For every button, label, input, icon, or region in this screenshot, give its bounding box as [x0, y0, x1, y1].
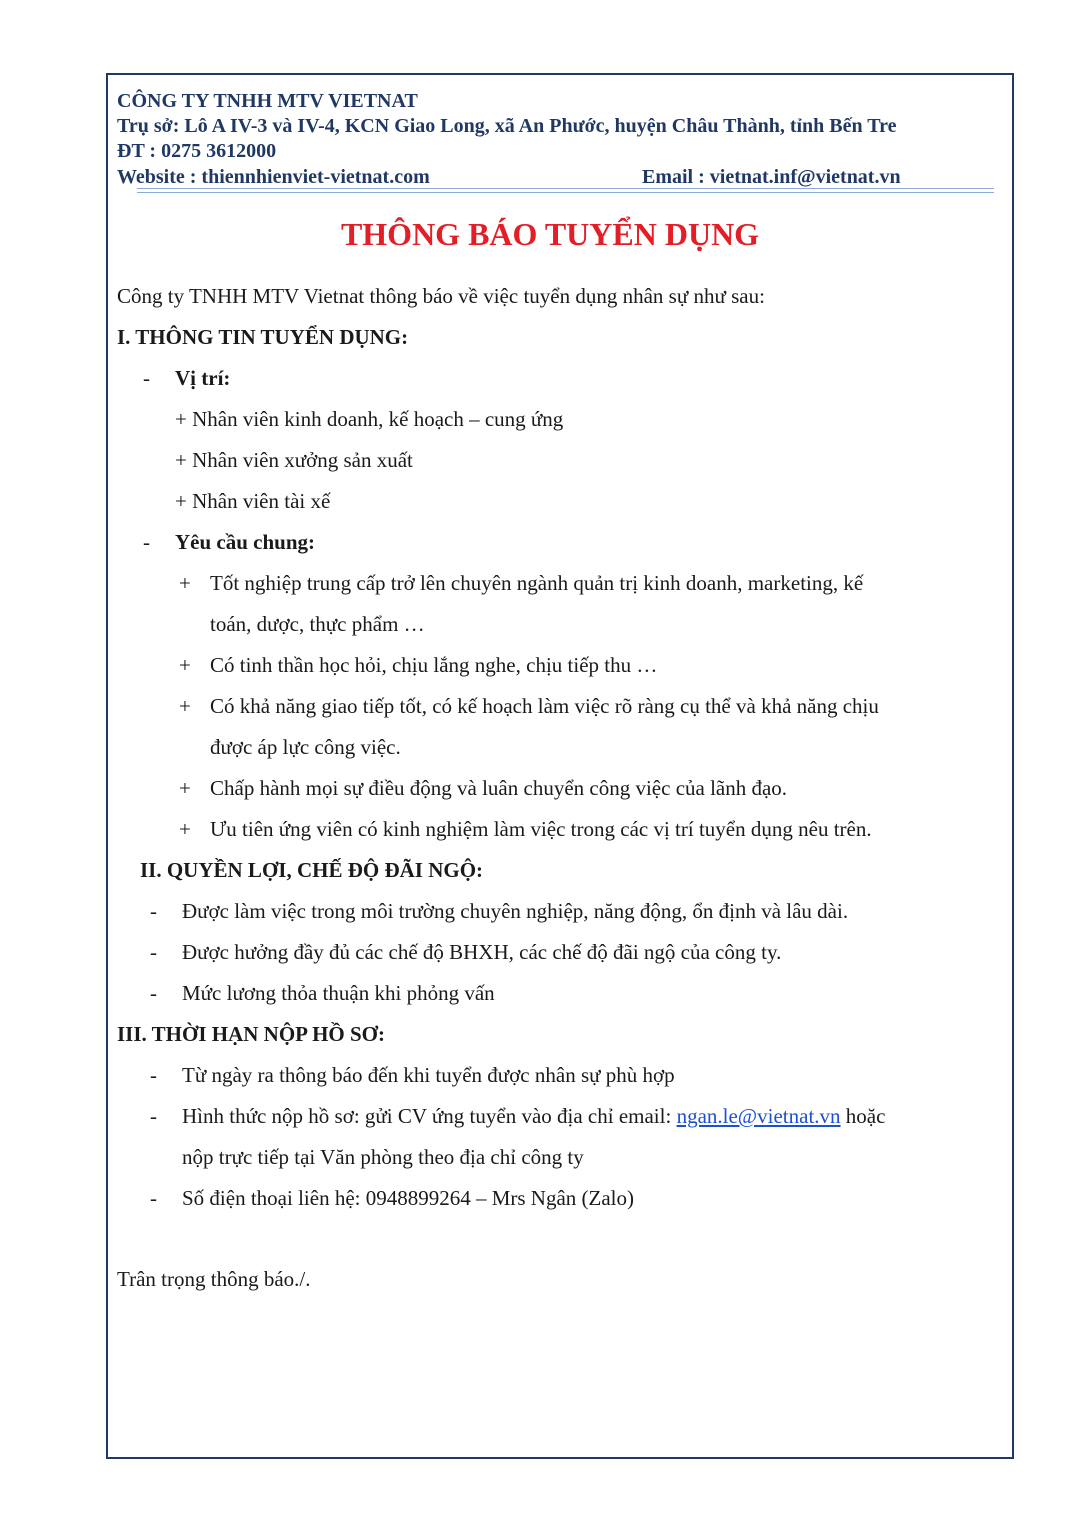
dash-bullet: - [150, 1186, 157, 1210]
dash-bullet: - [143, 366, 150, 390]
contact-email-link[interactable]: ngan.le@vietnat.vn [676, 1104, 841, 1128]
plus-bullet: + [179, 694, 191, 718]
dash-bullet: - [150, 940, 157, 964]
dash-bullet: - [150, 899, 157, 923]
requirement-item-cont: toán, dược, thực phẩm … [210, 612, 425, 636]
header-divider [137, 192, 994, 193]
requirement-item: Ưu tiên ứng viên có kinh nghiệm làm việc trong các vị trí tuyển dụng nêu trên. [210, 817, 872, 841]
section-1-heading: I. THÔNG TIN TUYỂN DỤNG: [117, 325, 409, 349]
page-border [106, 73, 1014, 1459]
benefit-item: Mức lương thỏa thuận khi phỏng vấn [182, 981, 495, 1005]
dash-bullet: - [150, 981, 157, 1005]
plus-bullet: + [179, 817, 191, 841]
dash-bullet: - [143, 530, 150, 554]
submission-method [182, 1102, 885, 1130]
section-3-heading: III. THỜI HẠN NỘP HỒ SƠ: [117, 1022, 385, 1046]
requirement-item: Tốt nghiệp trung cấp trở lên chuyên ngành quản trị kinh doanh, marketing, kế [210, 571, 864, 595]
submission-text: Hình thức nộp hồ sơ: gửi CV ứng tuyển vào địa chỉ email: [182, 1104, 677, 1128]
dash-bullet: - [150, 1104, 157, 1128]
header-divider [137, 188, 994, 189]
contact-phone: Số điện thoại liên hệ: 0948899264 – Mrs Ngân (Zalo) [182, 1186, 635, 1210]
plus-bullet: + [179, 653, 191, 677]
section-2-heading: II. QUYỀN LỢI, CHẾ ĐỘ ĐÃI NGỘ: [140, 858, 484, 882]
company-website: Website : thiennhienviet-vietnat.com [117, 166, 430, 188]
dash-bullet: - [150, 1063, 157, 1087]
submission-text-suffix: hoặc [840, 1104, 886, 1128]
intro-text: Công ty TNHH MTV Vietnat thông báo về việc tuyển dụng nhân sự như sau: [117, 284, 765, 308]
company-name: CÔNG TY TNHH MTV VIETNAT [117, 90, 418, 112]
company-phone: ĐT : 0275 3612000 [117, 140, 277, 162]
requirement-item-cont: được áp lực công việc. [210, 735, 401, 759]
position-item: + Nhân viên xưởng sản xuất [175, 448, 413, 472]
benefit-item: Được làm việc trong môi trường chuyên nghiệp, năng động, ổn định và lâu dài. [182, 899, 849, 923]
closing-text: Trân trọng thông báo./. [117, 1267, 311, 1291]
requirement-item: Chấp hành mọi sự điều động và luân chuyển công việc của lãnh đạo. [210, 776, 788, 800]
submission-method-cont: nộp trực tiếp tại Văn phòng theo địa chỉ công ty [182, 1145, 584, 1169]
requirement-item: Có khả năng giao tiếp tốt, có kế hoạch làm việc rõ ràng cụ thể và khả năng chịu [210, 694, 879, 718]
plus-bullet: + [179, 776, 191, 800]
requirements-label: Yêu cầu chung: [175, 530, 316, 554]
position-item: + Nhân viên tài xế [175, 489, 331, 513]
benefit-item: Được hưởng đầy đủ các chế độ BHXH, các chế độ đãi ngộ của công ty. [182, 940, 782, 964]
position-item: + Nhân viên kinh doanh, kế hoạch – cung ứng [175, 407, 564, 431]
plus-bullet: + [179, 571, 191, 595]
company-address: Trụ sở: Lô A IV-3 và IV-4, KCN Giao Long, xã An Phước, huyện Châu Thành, tỉnh Bến Tre [117, 115, 897, 137]
deadline-item: Từ ngày ra thông báo đến khi tuyển được nhân sự phù hợp [182, 1063, 675, 1087]
positions-label: Vị trí: [175, 366, 231, 390]
company-email: Email : vietnat.inf@vietnat.vn [642, 166, 901, 188]
requirement-item: Có tinh thần học hỏi, chịu lắng nghe, chịu tiếp thu … [210, 653, 658, 677]
page-title: THÔNG BÁO TUYỂN DỤNG [340, 216, 760, 252]
